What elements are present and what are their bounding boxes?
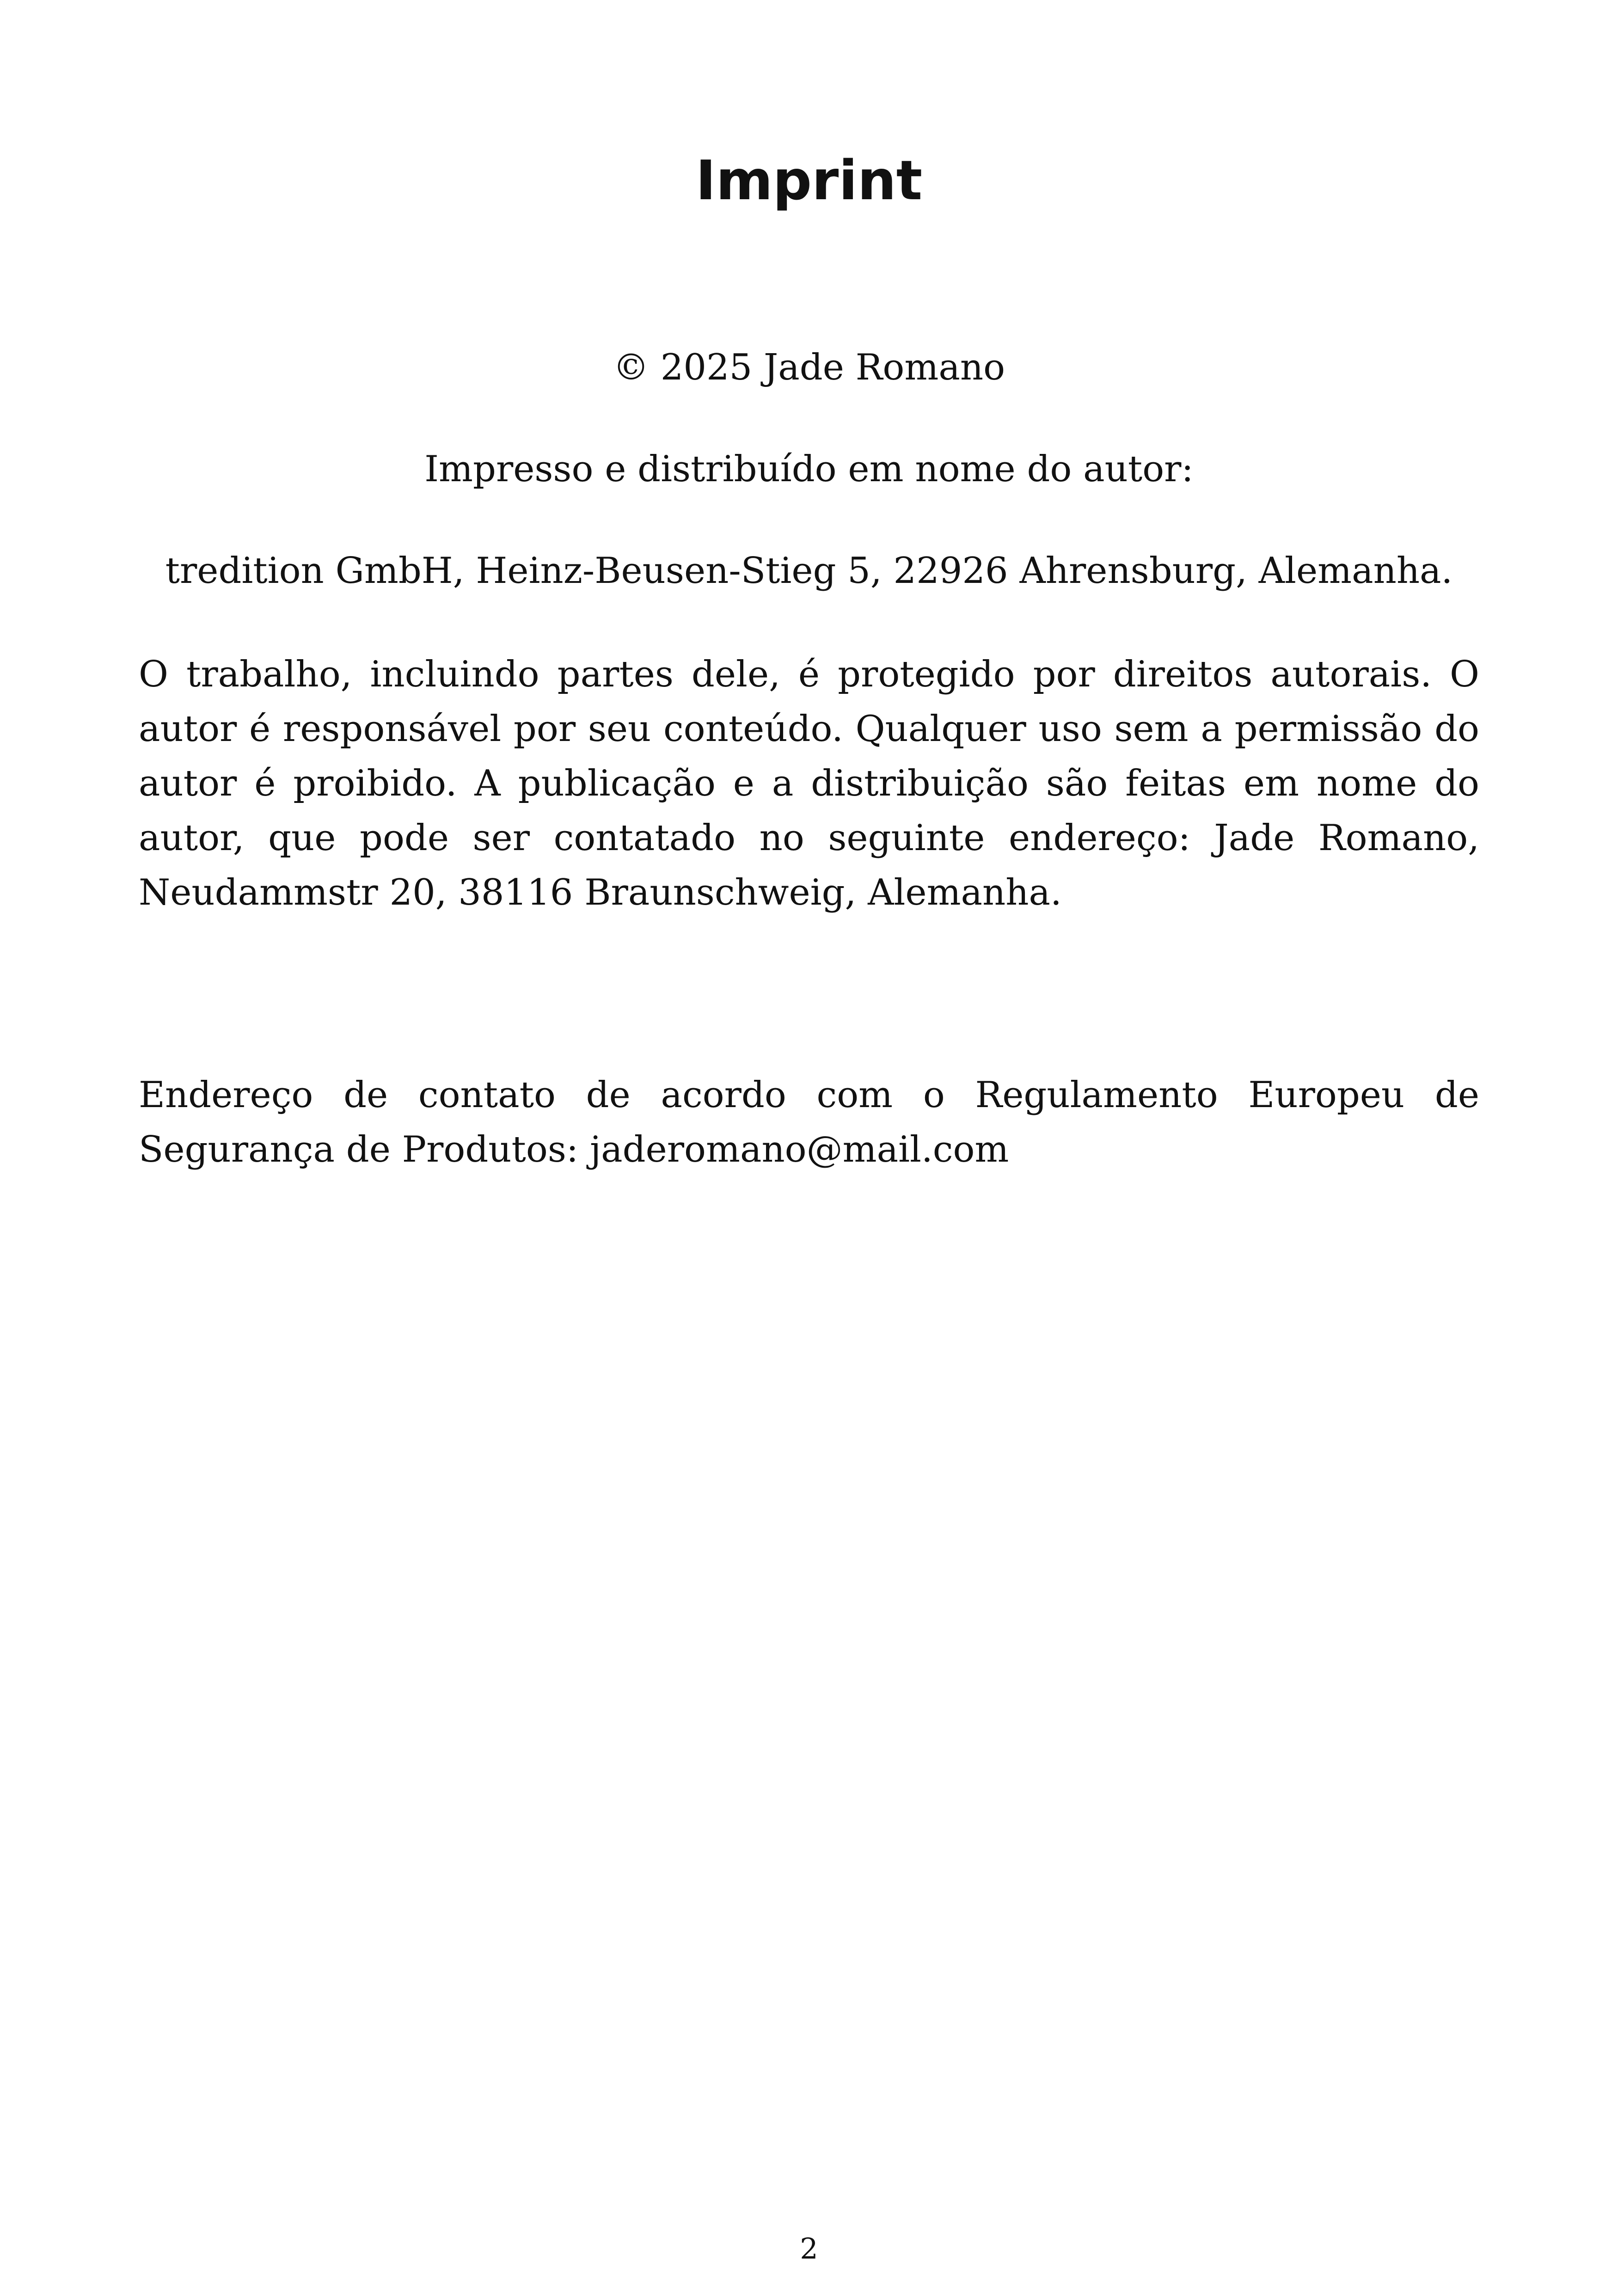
copyright-line: © 2025 Jade Romano [613, 347, 1005, 388]
publisher-address: tredition GmbH, Heinz-Beusen-Stieg 5, 22926 Ahrensburg, Alemanha. [165, 550, 1453, 592]
page-number: 2 [800, 2232, 818, 2265]
page-title: Imprint [695, 148, 923, 212]
printed-by-line: Impresso e distribuído em nome do autor: [424, 448, 1194, 490]
rights-paragraph: O trabalho, incluindo partes dele, é protegido por direitos autorais. O autor é responsável por seu conteúdo. Qualquer uso sem a permissão do autor é proibido. A publicação e a distribuição são feitas em nome do autor, que pode ser contatado no seguinte endereço: Jade Romano, Neudammstr 20, 38116 Braunschweig, Alemanha. [139, 654, 1479, 913]
contact-paragraph: Endereço de contato de acordo com o Regulamento Europeu de Segurança de Produtos: jaderomano@mail.com [139, 1074, 1479, 1170]
